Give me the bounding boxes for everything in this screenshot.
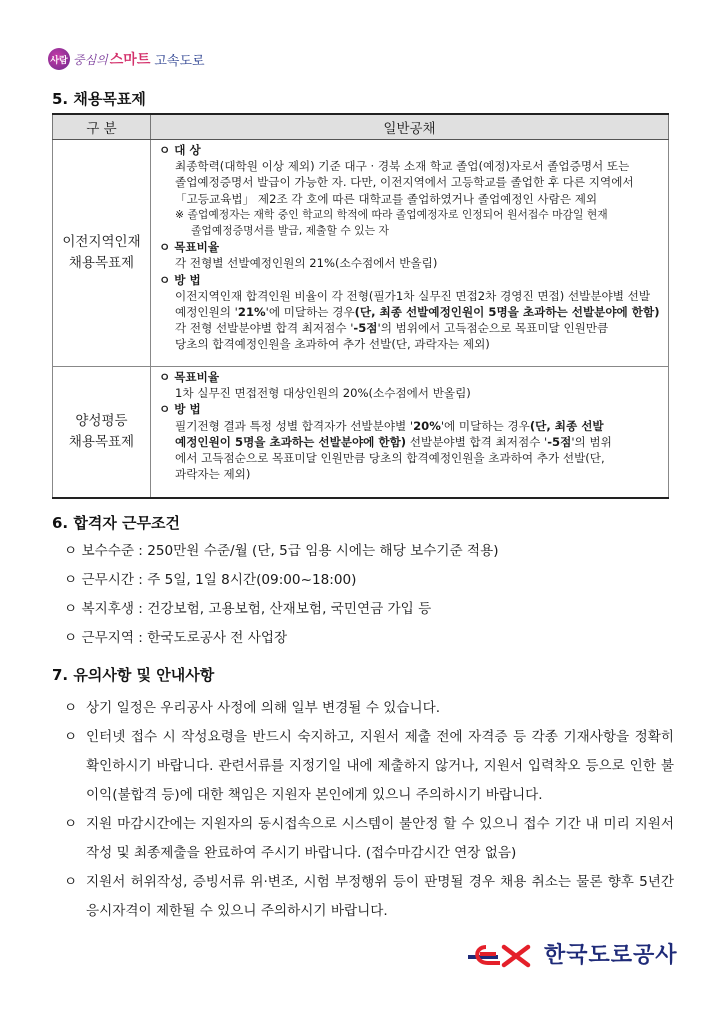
- work-conditions-list: [64, 537, 499, 653]
- company-name: 한국도로공사: [544, 943, 678, 968]
- gender-method-2b: 선발분야별 합격 최저점수 ': [406, 434, 548, 449]
- list-item: [64, 723, 674, 810]
- list-item: ㅇ 근무지역 : 한국도로공사 전 사업장: [64, 630, 288, 646]
- target-line-1: 최종학력(대학원 이상 제외) 기준 대구 · 경북 소재 학교 졸업(예정)자로서 졸업증명서 또는: [175, 159, 630, 174]
- bullet-mark: ㅇ: [64, 874, 78, 890]
- header-logo: [48, 44, 205, 74]
- notice-list: [64, 694, 674, 926]
- method-line-2b: 21%: [237, 305, 266, 320]
- category-relocation-line2: 채용목표제: [68, 255, 135, 271]
- notice-text: 지원서 허위작성, 증빙서류 위·변조, 시험 부정행위 등이 판명될 경우 채용 취소는 물론 향후 5년간 응시자격이 제한될 수 있으니 주의하시기 바랍니다.: [86, 874, 674, 919]
- note-line-1: ※ 졸업예정자는 재학 중인 학교의 학적에 따라 졸업예정자로 인정되어 원서접수 마감일 현재: [175, 207, 608, 221]
- method-line-3a: 각 전형 선발분야별 합격 최저점수 ': [175, 321, 354, 336]
- target-line-2: 졸업예정증명서 발급이 가능한 자. 다만, 이전지역에서 고등학교를 졸업한 후 다른 지역에서: [175, 175, 634, 190]
- bullet-mark: ㅇ: [64, 729, 78, 745]
- method-line-4: 당초의 합격예정인원을 초과하여 추가 선발(단, 과락자는 제외): [175, 337, 490, 352]
- method-line-2: [159, 304, 662, 320]
- notice-text: 인터넷 접수 시 작성요령을 반드시 숙지하고, 지원서 제출 전에 자격증 등 각종 기재사항을 정확히 확인하시기 바랍니다. 관련서류를 지정기일 내에 제출하지 않거나, 지원서 입력착오 등으로 인한 불이익(불합격 등)에 대한 책임은 지원자 본인에게 있으니 주의하시기 바랍니다.: [86, 729, 674, 803]
- list-item: [64, 694, 674, 723]
- notice-text: 지원 마감시간에는 지원자의 동시접속으로 시스템이 불안정 할 수 있으니 접수 기간 내 미리 지원서 작성 및 최종제출을 완료하여 주시기 바랍니다. (접수마감시간 연장 없음): [86, 816, 674, 861]
- target-line-3: 「고등교육법」 제2조 각 호에 따른 대학교를 졸업하였거나 졸업예정인 사람은 제외: [175, 191, 598, 206]
- gender-method-2c: -5점: [547, 434, 572, 449]
- category-gender-line2: 채용목표제: [68, 434, 135, 450]
- section6-title: 6. 합격자 근무조건: [52, 514, 181, 532]
- col-general: 일반공채: [151, 114, 669, 140]
- gender-ratio-text: 1차 실무진 면접전형 대상인원의 20%(소수점에서 반올림): [175, 386, 471, 401]
- gender-method-1b: 20%: [413, 418, 441, 433]
- gender-method-1c: '에 미달하는 경우: [440, 418, 530, 433]
- gender-body: [151, 367, 669, 499]
- gender-method-line-2: [159, 434, 662, 450]
- relocation-body: [151, 140, 669, 367]
- gender-method-1a: 필기전형 결과 특정 성별 합격자가 선발분야별 ': [175, 418, 414, 433]
- section5-title: 5. 채용목표제: [52, 90, 146, 108]
- bullet-mark: ㅇ: [64, 816, 78, 832]
- gender-method-line-3: 에서 고득점순으로 목표미달 인원만큼 당초의 합격예정인원을 초과하여 추가 선발(단,: [175, 451, 605, 466]
- gender-method-line-1: [159, 418, 662, 434]
- bullet-mark: ㅇ: [64, 700, 78, 716]
- list-item: ㅇ 보수수준 : 250만원 수준/월 (단, 5급 임용 시에는 해당 보수기준 적용): [64, 543, 499, 559]
- logo-road: 고속도로: [154, 53, 205, 69]
- list-item: ㅇ 복지후생 : 건강보험, 고용보험, 산재보험, 국민연금 가입 등: [64, 601, 432, 617]
- footer-logo: [466, 938, 678, 969]
- category-gender-line1: 양성평등: [75, 413, 128, 429]
- method-line-2a: 예정인원의 ': [175, 305, 238, 320]
- method-line-2c: '에 미달하는 경우: [265, 305, 355, 320]
- category-gender: [53, 367, 151, 499]
- gender-method-2d: '의 범위: [571, 434, 612, 449]
- section7-title: 7. 유의사항 및 안내사항: [52, 666, 215, 684]
- ex-logo-icon: [466, 939, 538, 969]
- hiring-goal-table: [52, 113, 669, 499]
- gender-method-2a: 예정인원이 5명을 초과하는 선발분야에 한함): [175, 434, 407, 449]
- logo-text: 중심의: [73, 52, 108, 67]
- note-line-2: 졸업예정증명서를 발급, 제출할 수 있는 자: [191, 224, 389, 238]
- method-line-3c: '의 범위에서 고득점순으로 목표미달 인원만큼: [377, 321, 609, 336]
- table-header-row: [53, 114, 669, 140]
- gender-method-head: ㅇ 방 법: [159, 402, 201, 417]
- method-head: ㅇ 방 법: [159, 272, 201, 287]
- notice-text: 상기 일정은 우리공사 사정에 의해 일부 변경될 수 있습니다.: [86, 700, 441, 716]
- ratio-head: ㅇ 목표비율: [159, 240, 220, 255]
- method-line-1: 이전지역인재 합격인원 비율이 각 전형(필가1차 실무진 면접2차 경영진 면접) 선발분야별 선발: [175, 288, 651, 303]
- logo-smart: 스마트: [109, 52, 151, 68]
- list-item: [64, 868, 674, 926]
- col-category: 구 분: [53, 114, 151, 140]
- gender-method-1d: (단, 최종 선발: [529, 418, 604, 433]
- gender-ratio-head: ㅇ 목표비율: [159, 370, 220, 384]
- ratio-text: 각 전형별 선발예정인원의 21%(소수점에서 반올림): [175, 256, 438, 271]
- list-item: ㅇ 근무시간 : 주 5일, 1일 8시간(09:00~18:00): [64, 572, 357, 588]
- category-relocation-line1: 이전지역인재: [62, 234, 141, 250]
- gender-method-line-4: 과락자는 제외): [175, 467, 251, 482]
- category-relocation: [53, 140, 151, 367]
- method-line-3: [159, 320, 662, 336]
- logo-mark: 사람: [48, 48, 70, 70]
- method-line-3b: -5점: [353, 321, 378, 336]
- method-line-2d: (단, 최종 선발예정인원이 5명을 초과하는 선발분야에 한함): [354, 305, 660, 320]
- list-item: [64, 810, 674, 868]
- target-head: ㅇ 대 상: [159, 143, 201, 157]
- table-row-relocation: [53, 140, 669, 367]
- table-row-gender: [53, 367, 669, 499]
